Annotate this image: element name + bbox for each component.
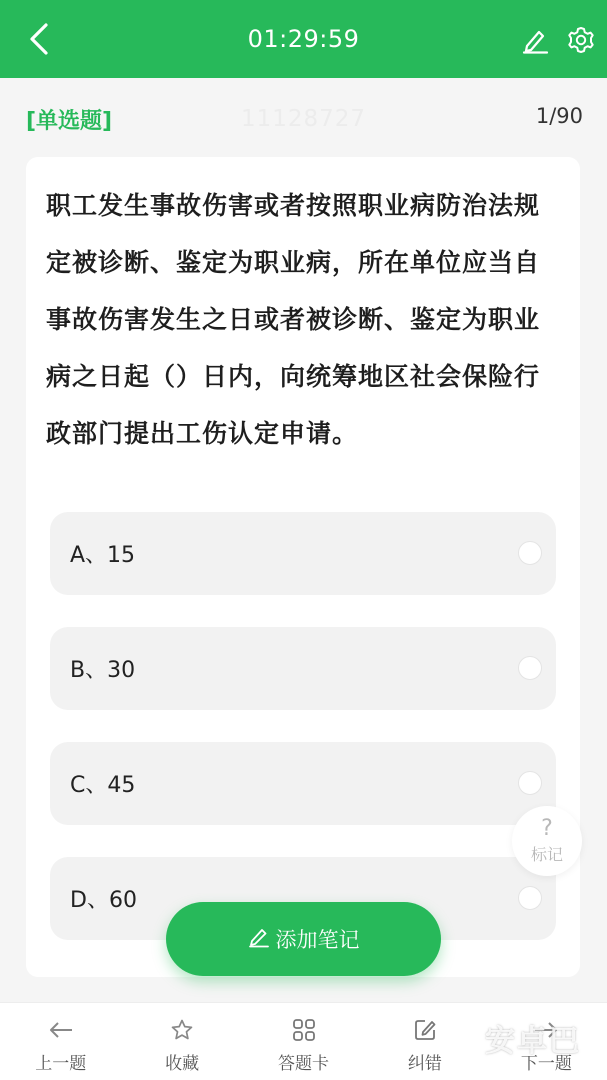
question-text: 职工发生事故伤害或者按照职业病防治法规定被诊断、鉴定为职业病，所在单位应当自事故伤害发生之日或者被诊断、鉴定为职业病之日起（）日内，向统筹地区社会保险行政部门提出工伤认定申请。 — [46, 191, 541, 448]
header-actions — [517, 22, 599, 58]
add-note-label: 添加笔记 — [275, 928, 360, 952]
edit-icon — [413, 1017, 437, 1043]
prev-question-button[interactable] — [0, 1003, 121, 1080]
grid-icon — [292, 1017, 316, 1043]
question-meta — [0, 98, 607, 142]
radio-icon[interactable] — [518, 541, 542, 565]
add-note-button[interactable] — [166, 902, 441, 976]
option-label: B、30 — [70, 658, 136, 683]
option-a[interactable] — [50, 512, 556, 595]
question-mark-icon: ? — [541, 815, 553, 841]
mark-label: 标记 — [530, 844, 563, 864]
answer-sheet-button[interactable] — [243, 1003, 364, 1080]
report-error-button[interactable] — [364, 1003, 485, 1080]
countdown-timer: 01:29:59 — [247, 25, 360, 53]
question-id: 11128727 — [240, 106, 367, 132]
star-icon — [170, 1017, 194, 1043]
pencil-icon[interactable] — [517, 22, 553, 58]
top-bar — [0, 0, 607, 78]
back-icon[interactable] — [22, 22, 56, 56]
gear-icon[interactable] — [563, 22, 599, 58]
radio-icon[interactable] — [518, 886, 542, 910]
next-question-label: 下一题 — [520, 1054, 572, 1074]
mark-button[interactable] — [512, 806, 582, 876]
question-card — [26, 157, 580, 977]
favorite-button[interactable] — [121, 1003, 242, 1080]
arrow-left-icon — [48, 1017, 74, 1043]
question-progress: 1/90 — [535, 104, 583, 128]
question-type: [单选题] — [26, 109, 113, 134]
radio-icon[interactable] — [518, 656, 542, 680]
option-label: D、60 — [70, 888, 137, 913]
option-c[interactable] — [50, 742, 556, 825]
option-b[interactable] — [50, 627, 556, 710]
radio-icon[interactable] — [518, 771, 542, 795]
answer-sheet-label: 答题卡 — [278, 1054, 330, 1074]
pencil-icon — [248, 926, 270, 953]
option-label: A、15 — [70, 543, 136, 568]
report-error-label: 纠错 — [407, 1054, 442, 1074]
favorite-label: 收藏 — [165, 1054, 200, 1074]
watermark-logo: 安卓巴 — [485, 1024, 581, 1059]
option-label: C、45 — [70, 773, 136, 798]
prev-question-label: 上一题 — [35, 1054, 87, 1074]
